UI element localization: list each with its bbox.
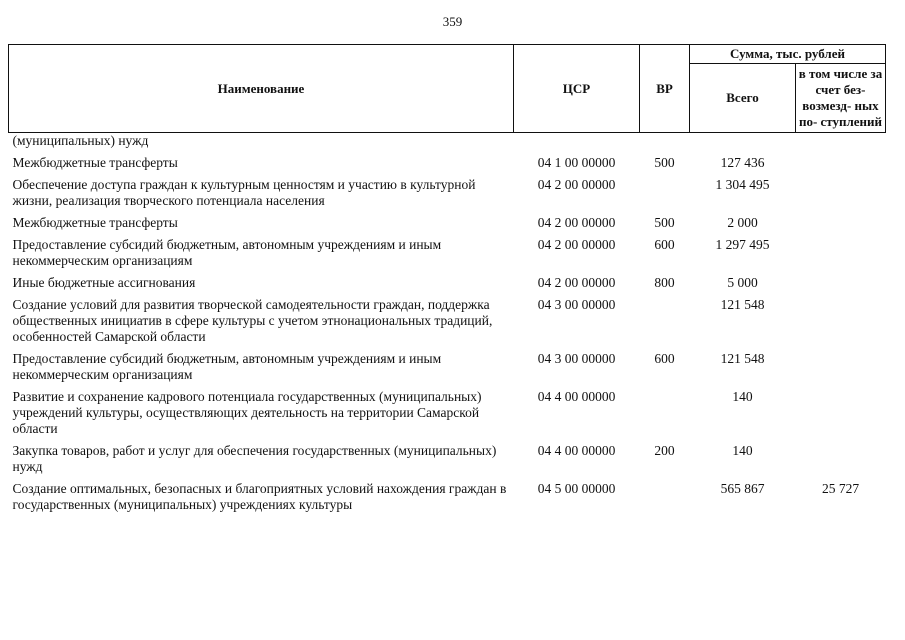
table-row [9, 349, 886, 387]
page-number: 359 [442, 14, 463, 29]
cell-name: Предоставление субсидий бюджетным, автономным учреждениям и иным некоммерческим организациям [12, 237, 442, 268]
cell-vr [640, 387, 690, 441]
table-row [9, 235, 886, 273]
cell-csr: 04 1 00 00000 [537, 155, 616, 170]
table-row [9, 213, 886, 235]
table-row [9, 153, 886, 175]
cell-csr: 04 4 00 00000 [537, 389, 616, 404]
cell-name: Предоставление субсидий бюджетным, автономным учреждениям и иным некоммерческим организациям [12, 351, 442, 382]
header-total: Всего [690, 64, 796, 133]
cell-csr: 04 2 00 00000 [537, 215, 616, 230]
cell-vr [640, 479, 690, 517]
cell-total: 127 436 [720, 155, 765, 170]
cell-csr: 04 2 00 00000 [537, 275, 616, 290]
table-header [9, 45, 886, 133]
cell-gratuitous [796, 273, 886, 295]
cell-name: Межбюджетные трансферты [12, 215, 178, 230]
cell-csr: 04 5 00 00000 [537, 481, 616, 496]
cell-vr: 600 [654, 351, 675, 366]
cell-gratuitous [796, 441, 886, 479]
table-row [9, 273, 886, 295]
cell-csr: 04 3 00 00000 [537, 297, 616, 312]
cell-total: 121 548 [720, 351, 765, 366]
cell-csr: 04 3 00 00000 [537, 351, 616, 366]
cell-name: (муниципальных) нужд [12, 133, 149, 148]
cell-name: Обеспечение доступа граждан к культурным ценностям и участию в культурной жизни, реализация творческого потенциала населения [12, 177, 476, 208]
cell-gratuitous [796, 133, 886, 154]
table-row [9, 441, 886, 479]
cell-gratuitous [796, 235, 886, 273]
cell-total: 565 867 [720, 481, 765, 496]
table-row [9, 479, 886, 517]
header-sum-group: Сумма, тыс. рублей [690, 45, 886, 64]
header-gratuitous: в том числе за счет без- возмезд- ных по- ступлений [796, 64, 886, 133]
cell-vr: 200 [654, 443, 675, 458]
cell-name: Межбюджетные трансферты [12, 155, 178, 170]
cell-vr: 500 [654, 215, 675, 230]
cell-total: 140 [732, 443, 753, 458]
cell-gratuitous [796, 153, 886, 175]
cell-vr [640, 295, 690, 349]
cell-vr: 600 [654, 237, 675, 252]
cell-name: Иные бюджетные ассигнования [12, 275, 196, 290]
cell-name: Закупка товаров, работ и услуг для обеспечения государственных (муниципальных) нужд [12, 443, 497, 474]
cell-total: 140 [732, 389, 753, 404]
cell-vr: 500 [654, 155, 675, 170]
cell-total: 121 548 [720, 297, 765, 312]
cell-total: 1 304 495 [715, 177, 770, 192]
table-body [9, 133, 886, 518]
cell-gratuitous [796, 175, 886, 213]
table-row [9, 175, 886, 213]
budget-table [8, 44, 886, 517]
cell-name: Создание оптимальных, безопасных и благоприятных условий нахождения граждан в государственных (муниципальных) учреждениях культуры [12, 481, 507, 512]
cell-gratuitous [796, 213, 886, 235]
cell-vr [640, 175, 690, 213]
cell-vr: 800 [654, 275, 675, 290]
cell-gratuitous [796, 295, 886, 349]
cell-gratuitous [796, 387, 886, 441]
header-csr: ЦСР [514, 45, 640, 133]
cell-csr: 04 4 00 00000 [537, 443, 616, 458]
cell-total: 5 000 [727, 275, 758, 290]
cell-total: 1 297 495 [715, 237, 770, 252]
cell-total: 2 000 [727, 215, 758, 230]
cell-gratuitous [796, 349, 886, 387]
header-name: Наименование [9, 45, 514, 133]
cell-csr [514, 133, 640, 154]
cell-name: Развитие и сохранение кадрового потенциала государственных (муниципальных) учреждений культуры, осуществляющих деятельность на территории Самарской области [12, 389, 482, 436]
cell-total [690, 133, 796, 154]
table-row [9, 133, 886, 154]
cell-gratuitous: 25 727 [821, 481, 860, 496]
table-row [9, 295, 886, 349]
cell-name: Создание условий для развития творческой самодеятельности граждан, поддержка общественных инициатив в сфере культуры с учетом этнонациональных традиций, особенностей Самарской области [12, 297, 493, 344]
cell-csr: 04 2 00 00000 [537, 177, 616, 192]
cell-vr [640, 133, 690, 154]
table-row [9, 387, 886, 441]
cell-csr: 04 2 00 00000 [537, 237, 616, 252]
header-vr: ВР [640, 45, 690, 133]
